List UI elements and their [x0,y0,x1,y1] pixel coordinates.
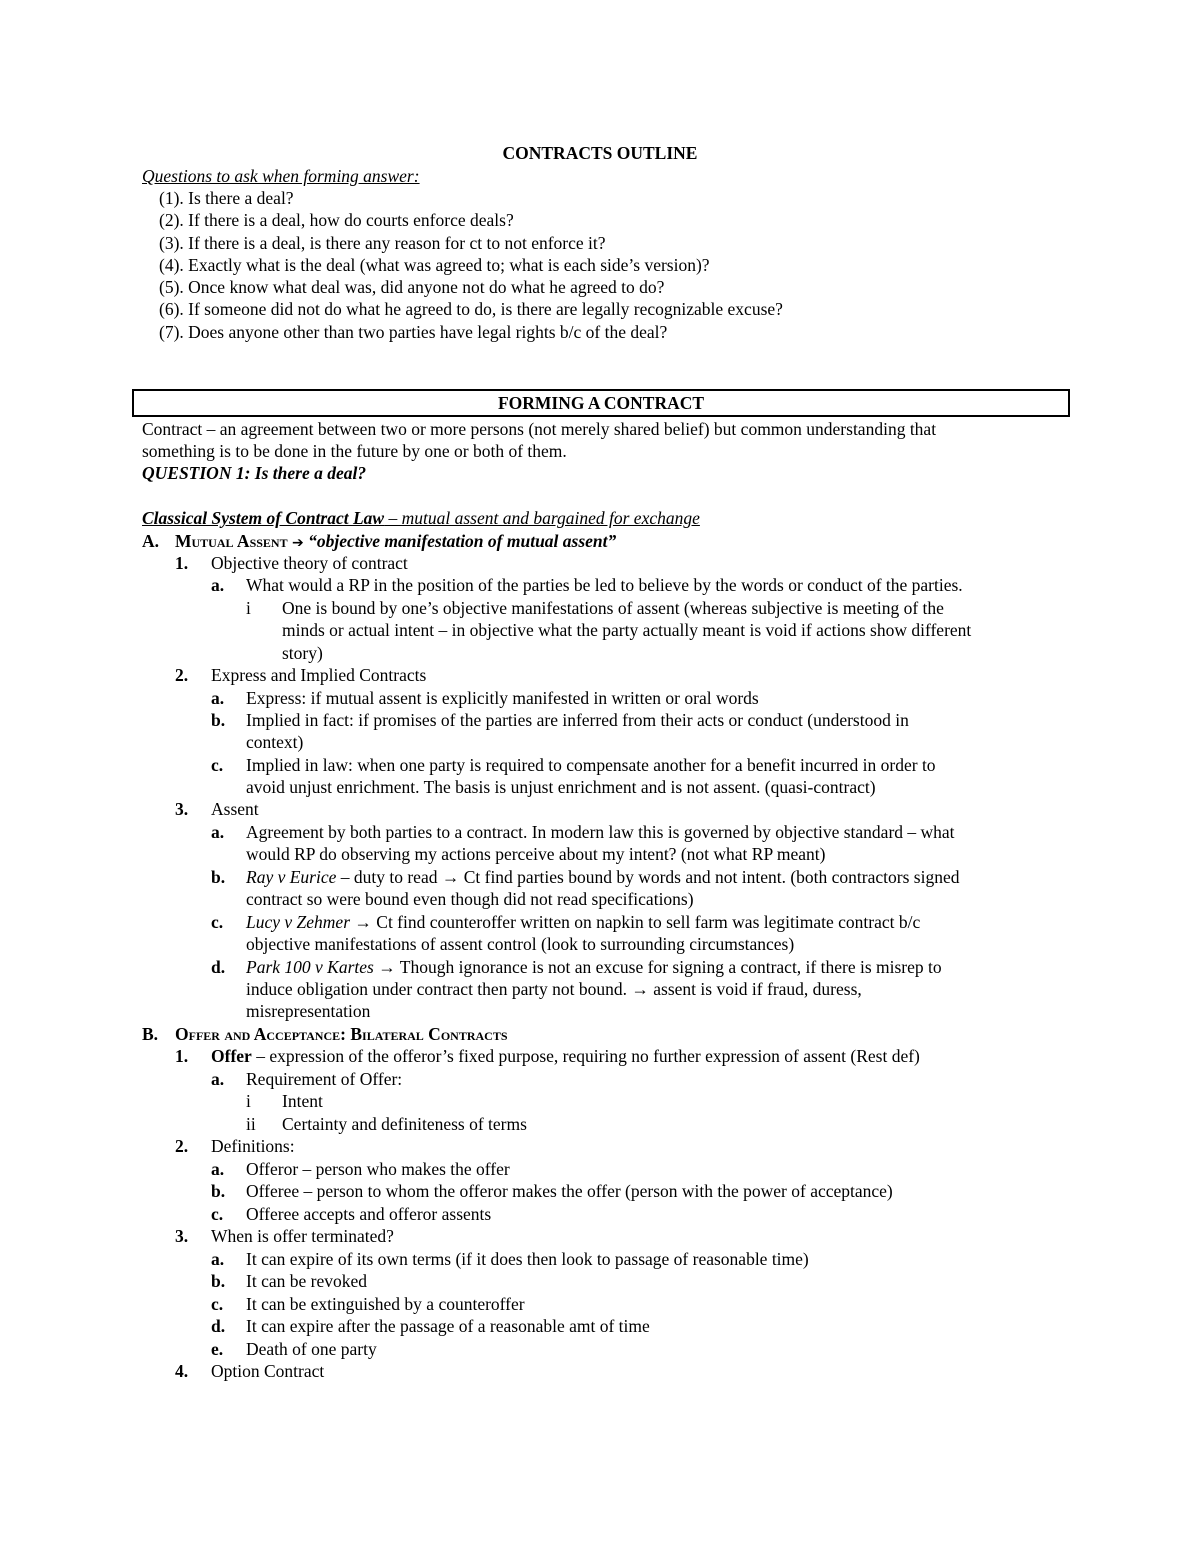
outline-letter: a. [211,575,225,595]
contract-definition-line: something is to be done in the future by one or both of them. [142,441,567,461]
outline-item: Offeree – person to whom the offeror makes the offer (person with the power of acceptance) [246,1181,893,1201]
outline-roman: ii [246,1114,256,1134]
outline-letter: a. [211,1069,225,1089]
outline-item: Objective theory of contract [211,553,408,573]
question-item: (2). If there is a deal, how do courts enforce deals? [159,210,514,230]
outline-number: 2. [175,665,189,685]
outline-item: Implied in law: when one party is required to compensate another for a benefit incurred in order to [246,755,936,775]
outline-item: Certainty and definiteness of terms [282,1114,527,1134]
outline-letter: a. [211,688,225,708]
outline-item: Implied in fact: if promises of the parties are inferred from their acts or conduct (understood in [246,710,909,730]
question-item: (4). Exactly what is the deal (what was agreed to; what is each side’s version)? [159,255,710,275]
outline-letter: b. [211,1181,226,1201]
outline-item: It can expire after the passage of a reasonable amt of time [246,1316,650,1336]
mutual-assent-label: Mutual Assent [175,531,288,551]
classical-label: Classical System of Contract Law [142,508,385,528]
questions-heading: Questions to ask when forming answer: [142,166,420,186]
document-title: CONTRACTS OUTLINE [502,143,698,163]
outline-item: Option Contract [211,1361,325,1381]
question-item: (7). Does anyone other than two parties have legal rights b/c of the deal? [159,322,668,342]
outline-number: 1. [175,553,189,573]
outline-item: What would a RP in the position of the parties be led to believe by the words or conduct of the parties. [246,575,963,595]
outline-roman: i [246,1091,251,1111]
case-text: → Ct find counteroffer written on napkin to sell farm was legitimate contract b/c [350,912,921,932]
case-name: Park 100 v Kartes [246,957,374,977]
outline-item-case [246,866,959,888]
outline-item: It can be extinguished by a counteroffer [246,1294,525,1314]
outline-letter: a. [211,1249,225,1269]
outline-letter: d. [211,1316,226,1336]
case-text: – duty to read → Ct find parties bound by words and not intent. (both contractors signed [336,867,960,887]
section-a-heading [175,530,616,554]
outline-item: context) [246,732,304,752]
classical-rest: – mutual assent and bargained for exchange [384,508,700,528]
outline-number: 3. [175,799,189,819]
outline-number: 3. [175,1226,189,1246]
outline-letter: a. [211,1159,225,1179]
outline-item: It can be revoked [246,1271,367,1291]
outline-item: induce obligation under contract then party not bound. → assent is void if fraud, duress, [246,979,862,999]
outline-letter: c. [211,1204,224,1224]
outline-item-case [246,956,942,978]
question-item: (5). Once know what deal was, did anyone not do what he agreed to do? [159,277,665,297]
outline-item: Agreement by both parties to a contract. In modern law this is governed by objective standard – what [246,822,955,842]
outline-item: It can expire of its own terms (if it does then look to passage of reasonable time) [246,1249,809,1269]
outline-item: Intent [282,1091,323,1111]
outline-letter: e. [211,1339,224,1359]
question-item: (3). If there is a deal, is there any reason for ct to not enforce it? [159,233,606,253]
outline-item-offer [211,1045,920,1067]
outline-roman: i [246,598,251,618]
outline-item: minds or actual intent – in objective what the party actually meant is void if actions show different [282,620,972,640]
contract-definition-line: Contract – an agreement between two or more persons (not merely shared belief) but common understanding that [142,419,937,439]
outline-letter-b: B. [142,1024,159,1044]
outline-item: misrepresentation [246,1001,371,1021]
section-heading-box: FORMING A CONTRACT [132,389,1070,417]
outline-letter: c. [211,755,224,775]
classical-system-heading [142,507,700,529]
outline-letter: d. [211,957,226,977]
outline-item: Express: if mutual assent is explicitly manifested in written or oral words [246,688,759,708]
arrow-icon: ➔ [291,535,304,551]
outline-item: Offeror – person who makes the offer [246,1159,510,1179]
outline-item: Express and Implied Contracts [211,665,427,685]
outline-letter: a. [211,822,225,842]
outline-item: Definitions: [211,1136,295,1156]
outline-item: Death of one party [246,1339,377,1359]
outline-item: avoid unjust enrichment. The basis is unjust enrichment and is not assent. (quasi-contract) [246,777,876,797]
outline-number: 2. [175,1136,189,1156]
question-1-heading: QUESTION 1: Is there a deal? [142,463,367,483]
mutual-assent-quote: “objective manifestation of mutual assent” [308,531,617,551]
outline-letter-a: A. [142,531,160,551]
question-item: (1). Is there a deal? [159,188,294,208]
outline-item: When is offer terminated? [211,1226,394,1246]
outline-letter: c. [211,1294,224,1314]
outline-item: Requirement of Offer: [246,1069,403,1089]
offer-term: Offer [211,1046,252,1066]
outline-item: story) [282,643,323,663]
case-text: → Though ignorance is not an excuse for signing a contract, if there is misrep to [373,957,942,977]
case-name: Lucy v Zehmer [246,912,351,932]
outline-item: objective manifestations of assent control (look to surrounding circumstances) [246,934,795,954]
outline-item: Assent [211,799,259,819]
outline-letter: b. [211,867,226,887]
outline-item-case [246,911,920,933]
outline-letter: c. [211,912,224,932]
section-b-heading: Offer and Acceptance: Bilateral Contracts [175,1024,508,1044]
outline-item: contract so were bound even though did not read specifications) [246,889,694,909]
case-name: Ray v Eurice [246,867,337,887]
outline-letter: b. [211,1271,226,1291]
outline-item: One is bound by one’s objective manifestations of assent (whereas subjective is meeting of the [282,598,944,618]
outline-letter: b. [211,710,226,730]
outline-number: 4. [175,1361,189,1381]
outline-item: Offeree accepts and offeror assents [246,1204,492,1224]
outline-item: would RP do observing my actions perceive about my intent? (not what RP meant) [246,844,826,864]
offer-definition: – expression of the offeror’s fixed purpose, requiring no further expression of assent (Rest def) [251,1046,920,1066]
question-item: (6). If someone did not do what he agreed to do, is there are legally recognizable excuse? [159,299,783,319]
outline-number: 1. [175,1046,189,1066]
